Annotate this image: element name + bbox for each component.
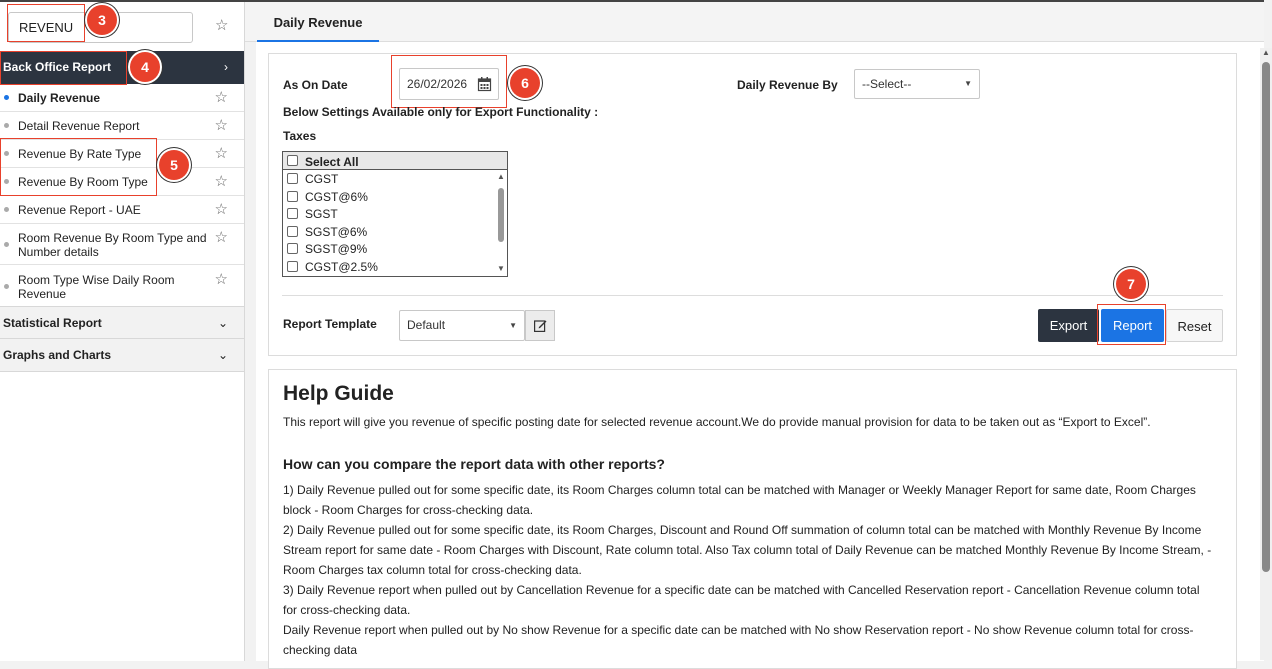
export-button[interactable]: Export (1038, 309, 1099, 342)
select-all-label: Select All (305, 155, 359, 169)
sidebar-item-label: Room Type Wise Daily Room Revenue (18, 273, 175, 301)
report-template-label: Report Template (283, 317, 377, 331)
help-paragraph-1: 1) Daily Revenue pulled out for some specific date, its Room Charges column total can be matched with Manager or Weekly Manager Report for same date, Room Charges block - Room Charges for cross-checking data. (283, 483, 1196, 517)
sidebar-item-revenue-report-uae[interactable] (0, 196, 244, 224)
taxes-label: Taxes (283, 129, 317, 143)
tax-checkbox[interactable] (287, 226, 298, 237)
report-button[interactable]: Report (1101, 309, 1164, 342)
section-title: Statistical Report (3, 316, 102, 330)
favorite-star-icon[interactable]: ☆ (214, 117, 228, 134)
sidebar-item-label: Revenue By Rate Type (18, 147, 142, 161)
step-marker-6: 6 (510, 68, 540, 98)
step-marker-3: 3 (87, 5, 117, 35)
help-paragraph-2: 2) Daily Revenue pulled out for some specific date, its Room Charges, Discount and Round Off summation of column total can be matched with Monthly Revenue By Income Stream report for same date - Room Charges with Discount, Rate column total. Also Tax column total of Daily Revenue can be matched Monthly Revenue By Income Stream, - Room Charges tax column total for cross-checking data. (283, 523, 1212, 577)
daily-revenue-by-select[interactable] (854, 69, 980, 99)
report-template-select[interactable] (399, 310, 525, 341)
tax-option-label: CGST@6% (305, 190, 368, 204)
section-title: Back Office Report (3, 60, 112, 74)
help-subtitle: How can you compare the report data with other reports? (283, 456, 665, 472)
reset-button[interactable]: Reset (1166, 309, 1223, 342)
step-marker-4: 4 (130, 52, 160, 82)
tax-checkbox[interactable] (287, 173, 298, 184)
highlight-box-report (1097, 304, 1166, 345)
export-note: Below Settings Available only for Export Functionality : (283, 105, 599, 119)
sidebar-item-detail-revenue[interactable] (0, 112, 244, 140)
help-intro: This report will give you revenue of specific posting date for selected revenue account.We do provide manual provision for data to be taken out as “Export to Excel”. (283, 415, 1151, 429)
chevron-right-icon: › (224, 60, 228, 74)
caret-down-icon: ▼ (964, 79, 972, 88)
main-area (245, 2, 1270, 661)
select-value: Default (407, 318, 446, 332)
divider (282, 295, 1223, 296)
bullet-dot (4, 242, 9, 247)
taxes-scrollbar[interactable] (497, 172, 505, 274)
favorite-star-icon[interactable]: ☆ (214, 173, 228, 190)
tax-checkbox[interactable] (287, 208, 298, 219)
sidebar-item-label: Daily Revenue (18, 91, 101, 105)
step-marker-7: 7 (1116, 269, 1146, 299)
select-value: --Select-- (862, 77, 912, 91)
sidebar-item-daily-revenue[interactable] (0, 84, 244, 112)
sidebar-section-graphs[interactable] (0, 339, 244, 372)
page-scroll-thumb[interactable] (1262, 62, 1270, 572)
section-title: Graphs and Charts (3, 348, 112, 362)
highlight-box-room-type (0, 138, 157, 196)
favorite-star-icon[interactable]: ☆ (214, 201, 228, 218)
scroll-down-icon[interactable]: ▼ (497, 264, 505, 273)
tax-checkbox[interactable] (287, 191, 298, 202)
sidebar (0, 2, 245, 661)
highlight-box-search (7, 4, 85, 42)
chevron-down-icon: ⌄ (217, 316, 228, 330)
highlight-box-back-office (0, 51, 127, 85)
bullet-dot (4, 95, 9, 100)
help-guide-panel (268, 369, 1237, 669)
tab-bar (245, 2, 1264, 42)
help-guide-title: Help Guide (283, 382, 394, 405)
daily-revenue-by-label: Daily Revenue By (737, 78, 838, 92)
tax-checkbox[interactable] (287, 261, 298, 272)
caret-down-icon: ▼ (509, 321, 517, 330)
bullet-dot (4, 123, 9, 128)
sidebar-item-room-type-wise[interactable] (0, 265, 244, 307)
tax-option-label: CGST (305, 172, 339, 186)
favorite-star-icon[interactable]: ☆ (214, 271, 228, 288)
content-area (256, 42, 1270, 661)
sidebar-item-label: Revenue By Room Type (18, 175, 148, 189)
scroll-up-icon[interactable]: ▲ (1262, 48, 1270, 57)
tax-option-label: SGST@9% (305, 242, 368, 256)
tab-daily-revenue[interactable]: Daily Revenue (257, 2, 379, 42)
favorite-star-icon[interactable]: ☆ (214, 229, 228, 246)
date-value: 26/02/2026 (407, 77, 468, 91)
sidebar-section-statistical[interactable] (0, 306, 244, 339)
as-on-date-label: As On Date (283, 78, 348, 92)
bullet-dot (4, 284, 9, 289)
step-marker-5: 5 (159, 150, 189, 180)
tax-option-label: CGST@2.5% (305, 260, 378, 274)
taxes-listbox[interactable] (282, 151, 508, 277)
help-paragraph-4: Daily Revenue report when pulled out by No show Revenue for a specific date can be matched with No show Reservation report - No show Revenue column total for cross-checking data (283, 623, 1194, 657)
sidebar-item-label: Room Revenue By Room Type and Number details (18, 231, 207, 259)
favorite-star-icon[interactable]: ☆ (214, 145, 228, 162)
chevron-down-icon: ⌄ (217, 348, 228, 362)
filter-panel (268, 53, 1237, 356)
tax-option-label: SGST (305, 207, 338, 221)
edit-template-button[interactable] (525, 310, 555, 341)
scroll-up-icon[interactable]: ▲ (497, 172, 505, 181)
tax-option-label: SGST@6% (305, 225, 368, 239)
select-all-row[interactable] (283, 152, 507, 170)
favorite-star-icon[interactable]: ☆ (214, 89, 228, 106)
highlight-box-date (391, 55, 507, 108)
sidebar-item-label: Detail Revenue Report (18, 119, 140, 133)
bullet-dot (4, 207, 9, 212)
help-paragraph-3: 3) Daily Revenue report when pulled out by Cancellation Revenue for a specific date can be matched with Cancelled Reservation report - Cancellation Revenue column total for cross-checking data. (283, 583, 1200, 617)
scroll-thumb[interactable] (498, 188, 504, 242)
favorite-star-icon[interactable]: ☆ (215, 17, 229, 34)
sidebar-item-label: Revenue Report - UAE (18, 203, 141, 217)
sidebar-item-room-revenue-details[interactable] (0, 224, 244, 265)
edit-icon (534, 319, 547, 332)
select-all-checkbox[interactable] (287, 155, 298, 166)
page-scrollbar[interactable] (1260, 48, 1272, 660)
tax-checkbox[interactable] (287, 243, 298, 254)
